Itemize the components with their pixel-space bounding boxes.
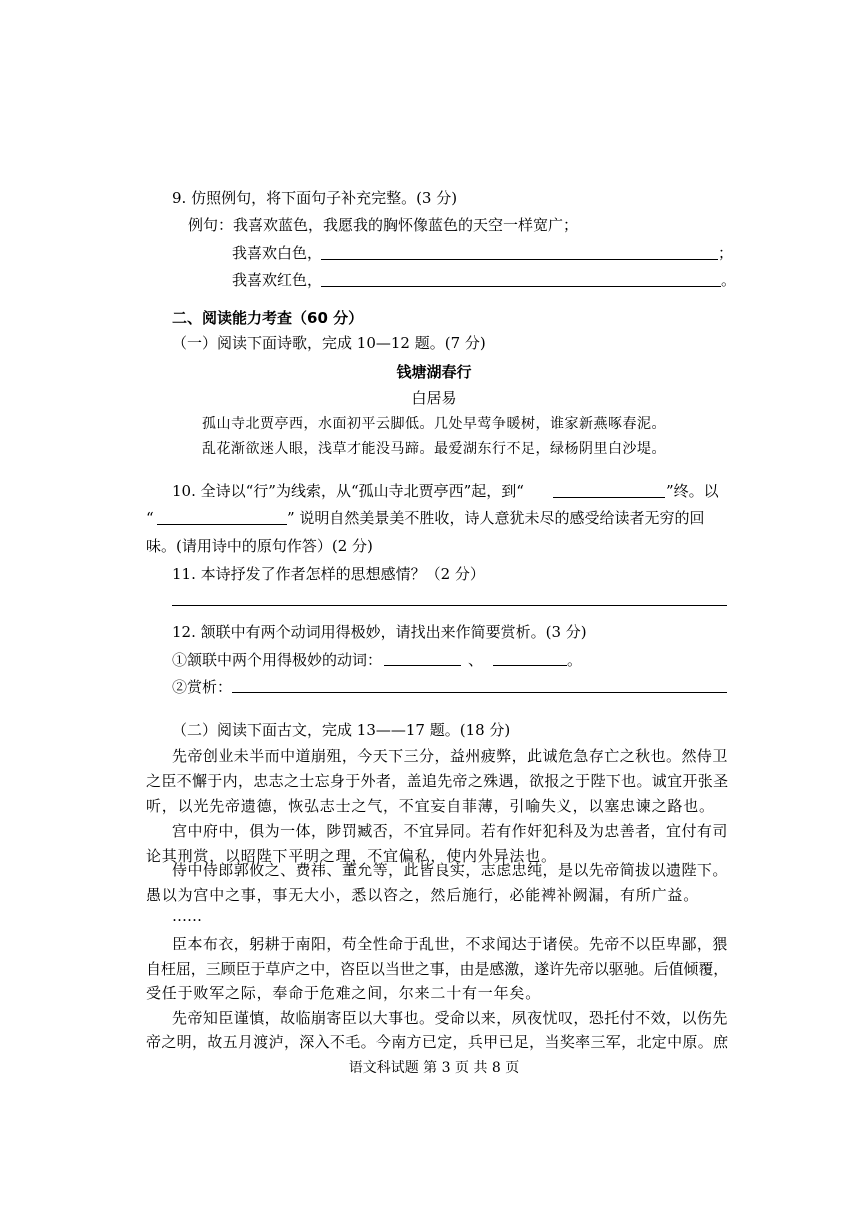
q11-prompt: 11. 本诗抒发了作者怎样的思想感情？（2 分） — [172, 565, 485, 583]
q10-text-b: ”终。以 — [666, 482, 719, 500]
poem-line-1: 孤山寺北贾亭西，水面初平云脚低。几处早莺争暖树，谁家新燕啄春泥。 — [202, 416, 666, 432]
q12-separator: 、 — [468, 651, 484, 669]
q9-prompt: 9. 仿照例句，将下面句子补充完整。(3 分) — [172, 189, 458, 207]
part1-instruction: （一）阅读下面诗歌，完成 10—12 题。(7 分) — [172, 334, 486, 352]
q12-sub2-label: ②赏析： — [172, 678, 233, 696]
q10-text-c: “ — [146, 509, 154, 527]
q9-line2-label: 我喜欢红色， — [232, 271, 323, 289]
q12-sub1-end: 。 — [567, 651, 583, 669]
poem-title: 钱塘湖春行 — [396, 363, 472, 381]
passage-line: 自枉屈，三顾臣于草庐之中，咨臣以当世之事，由是感激，遂许先帝以驱驰。后值倾覆， — [146, 960, 729, 978]
q9-answer-blank-2[interactable] — [321, 286, 721, 287]
q12-answer-line[interactable] — [232, 692, 727, 693]
passage-line: 听，以光先帝遗德，恢弘志士之气，不宜妄自菲薄，引喻失义，以塞忠谏之路也。 — [146, 797, 715, 815]
q12-answer-blank-1[interactable] — [384, 665, 461, 666]
passage-line: 宫中府中，俱为一体，陟罚臧否，不宜异同。若有作奸犯科及为忠善者，宜付有司 — [172, 822, 728, 840]
poem-line-2: 乱花渐欲迷人眼，浅草才能没马蹄。最爱湖东行不足，绿杨阴里白沙堤。 — [202, 441, 666, 457]
section-heading: 二、阅读能力考查（60 分） — [172, 309, 364, 327]
part2-instruction: （二）阅读下面古文，完成 13——17 题。(18 分) — [172, 721, 511, 739]
q10-answer-blank-2[interactable] — [157, 524, 287, 525]
passage-line: 愚以为宫中之事，事无大小，悉以咨之，然后施行，必能裨补阙漏，有所广益。 — [146, 886, 700, 904]
q9-line1-label: 我喜欢白色， — [232, 244, 323, 262]
page-footer: 语文科试题 第 3 页 共 8 页 — [348, 1060, 520, 1076]
poem-author: 白居易 — [411, 389, 457, 407]
q9-example: 例句：我喜欢蓝色，我愿我的胸怀像蓝色的天空一样宽广； — [188, 216, 579, 234]
q12-sub1-label: ①颔联中两个用得极妙的动词： — [172, 651, 383, 669]
passage-line: 侍中侍郎郭攸之、费祎、董允等，此皆良实，志虑忠纯，是以先帝简拔以遗陛下。 — [172, 861, 728, 879]
q9-line1-end: ； — [718, 244, 734, 262]
q10-text-e: 味。(请用诗中的原句作答）(2 分) — [146, 537, 373, 555]
q10-text-a: 10. 全诗以“行”为线索，从“孤山寺北贾亭西”起，到“ — [172, 482, 524, 500]
passage-line: 论其刑赏，以昭陛下平明之理，不宜偏私，使内外异法也。 — [146, 847, 557, 865]
q9-answer-blank-1[interactable] — [321, 259, 718, 260]
q12-answer-blank-2[interactable] — [493, 665, 567, 666]
q10-text-d: ” 说明自然美景美不胜收，诗人意犹未尽的感受给读者无穷的回 — [287, 509, 705, 527]
passage-line: 受任于败军之际，奉命于危难之间，尔来二十有一年矣。 — [146, 984, 542, 1002]
q12-prompt: 12. 颔联中有两个动词用得极妙，请找出来作简要赏析。(3 分) — [172, 623, 587, 641]
passage-line: 帝之明，故五月渡泸，深入不毛。今南方已定，兵甲已足，当奖率三军，北定中原。庶 — [146, 1033, 729, 1051]
q11-answer-line[interactable] — [172, 605, 727, 606]
passage-line: 先帝创业未半而中道崩殂，今天下三分，益州疲弊，此诚危急存亡之秋也。然侍卫 — [172, 747, 728, 765]
passage-line: 臣本布衣，躬耕于南阳，苟全性命于乱世，不求闻达于诸侯。先帝不以臣卑鄙，猥 — [172, 935, 728, 953]
passage-ellipsis: …… — [172, 907, 202, 925]
q9-line2-end: 。 — [721, 271, 737, 289]
q10-answer-blank-1[interactable] — [553, 497, 665, 498]
passage-line: 先帝知臣谨慎，故临崩寄臣以大事也。受命以来，夙夜忧叹，恐托付不效，以伤先 — [172, 1009, 728, 1027]
passage-line: 之臣不懈于内，忠志之士忘身于外者，盖追先帝之殊遇，欲报之于陛下也。诚宜开张圣 — [146, 772, 729, 790]
